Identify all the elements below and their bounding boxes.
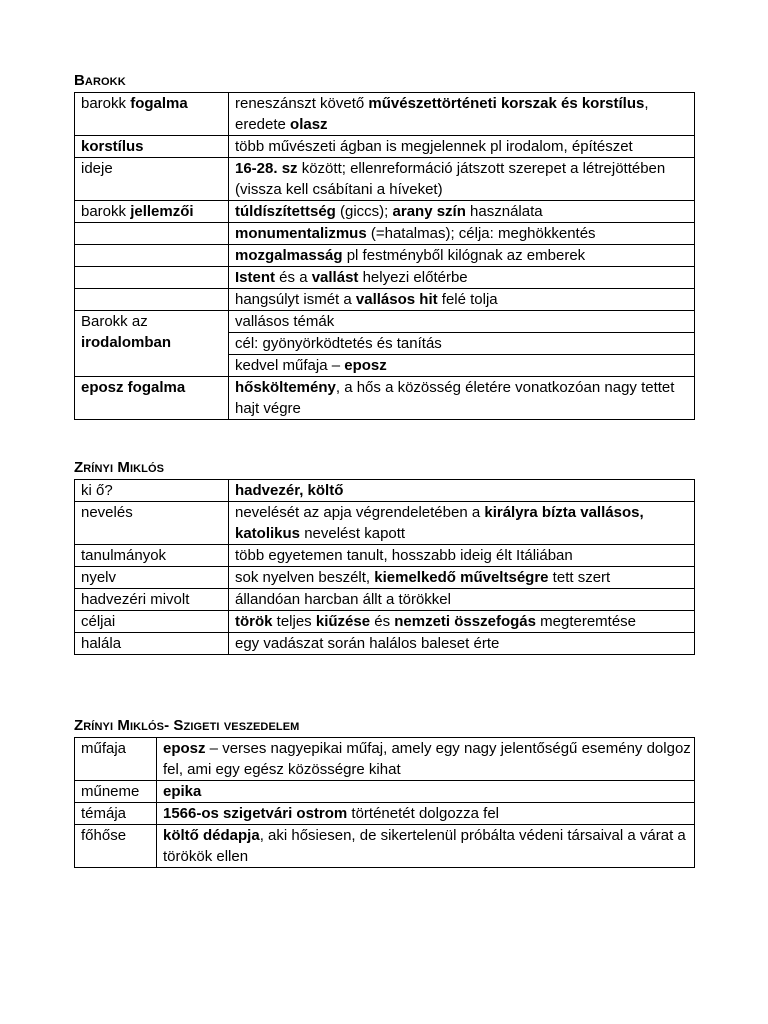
table-row <box>75 567 695 589</box>
bold-text: monumentalizmus <box>235 225 367 242</box>
text-segment: egy vadászat során halálos baleset érte <box>235 635 500 652</box>
section-barokk <box>74 72 695 420</box>
text-segment: kedvel műfaja – <box>235 357 345 374</box>
text-segment: és <box>370 613 395 630</box>
row-content <box>229 93 695 136</box>
row-label <box>75 311 229 377</box>
bold-text: epika <box>163 783 202 800</box>
row-content <box>157 738 695 781</box>
text-segment: témája <box>81 805 127 822</box>
text-segment: használata <box>465 203 543 220</box>
table-row <box>75 738 695 781</box>
row-label <box>75 545 229 567</box>
bold-text: nemzeti összefogás <box>394 613 536 630</box>
text-segment: nevelés <box>81 504 133 521</box>
text-segment: reneszánszt követő <box>235 95 369 112</box>
text-segment: műneme <box>81 783 140 800</box>
bold-text: arany szín <box>392 203 466 220</box>
text-segment: teljes <box>272 613 316 630</box>
row-content <box>229 567 695 589</box>
table-row <box>75 311 695 333</box>
row-label <box>75 502 229 545</box>
row-label <box>75 781 157 803</box>
zrinyi-table <box>74 479 695 655</box>
text-segment: (giccs); <box>335 203 393 220</box>
table-row <box>75 201 695 223</box>
text-segment: nevelését az apja végrendeletében a <box>235 504 485 521</box>
row-content <box>229 201 695 223</box>
table-row <box>75 136 695 158</box>
row-content <box>157 803 695 825</box>
text-segment: nyelv <box>81 569 117 586</box>
text-segment: felé tolja <box>437 291 498 308</box>
text-segment: főhőse <box>81 827 127 844</box>
table-row <box>75 633 695 655</box>
row-content <box>157 825 695 868</box>
table-row <box>75 611 695 633</box>
text-segment: vallásos témák <box>235 313 335 330</box>
row-content <box>229 611 695 633</box>
row-label <box>75 589 229 611</box>
bold-text: túldíszítettség <box>235 203 336 220</box>
table-row <box>75 223 695 245</box>
barokk-table <box>74 92 695 420</box>
row-content <box>229 245 695 267</box>
bold-text: Istent <box>235 269 276 286</box>
row-content <box>229 502 695 545</box>
text-segment: állandóan harcban állt a törökkel <box>235 591 451 608</box>
row-content <box>229 311 695 333</box>
bold-text: kiűzése <box>315 613 371 630</box>
bold-text: hadvezér, költő <box>235 482 344 499</box>
text-segment: több egyetemen tanult, hosszabb ideig élt Itáliában <box>235 547 573 564</box>
text-segment: történetét dolgozza fel <box>347 805 500 822</box>
table-row <box>75 377 695 420</box>
text-segment: hangsúlyt ismét a <box>235 291 356 308</box>
bold-text: 16-28. sz <box>235 160 298 177</box>
table-row <box>75 781 695 803</box>
bold-text: fogalma <box>130 95 188 112</box>
text-segment: megteremtése <box>535 613 637 630</box>
table-row <box>75 589 695 611</box>
row-label <box>75 93 229 136</box>
text-segment: pl festményből kilógnak az emberek <box>342 247 586 264</box>
row-content <box>229 589 695 611</box>
bold-text: olasz <box>290 116 328 133</box>
row-content <box>229 158 695 201</box>
row-label <box>75 223 229 245</box>
bold-text: hősköltemény <box>235 379 336 396</box>
section-heading: Zrínyi Miklós- Szigeti veszedelem <box>74 717 300 734</box>
row-content <box>229 289 695 311</box>
bold-text: eposz <box>344 357 387 374</box>
bold-text: vallást <box>311 269 359 286</box>
text-segment: több művészeti ágban is megjelennek pl irodalom, építészet <box>235 138 633 155</box>
row-content <box>229 136 695 158</box>
table-row <box>75 93 695 136</box>
table-row <box>75 803 695 825</box>
row-label <box>75 377 229 420</box>
bold-text: kiemelkedő műveltségre <box>374 569 549 586</box>
bold-text: mozgalmasság <box>235 247 343 264</box>
table-row <box>75 502 695 545</box>
row-content <box>229 480 695 502</box>
text-segment: , a hős a közösség életére vonatkozóan nagy tettet hajt végre <box>235 379 675 417</box>
row-label <box>75 738 157 781</box>
section-zrinyi <box>74 459 695 655</box>
text-segment: hadvezéri mivolt <box>81 591 190 608</box>
bold-text: 1566-os szigetvári ostrom <box>163 805 348 822</box>
text-segment: tett szert <box>548 569 611 586</box>
table-row <box>75 545 695 567</box>
bold-text: költő dédapja <box>163 827 260 844</box>
text-segment: (=hatalmas); célja: meghökkentés <box>366 225 596 242</box>
row-label <box>75 567 229 589</box>
row-content <box>229 355 695 377</box>
table-row <box>75 267 695 289</box>
text-segment: barokk <box>81 95 131 112</box>
bold-text: jellemzői <box>130 203 194 220</box>
row-content <box>229 377 695 420</box>
section-heading: Barokk <box>74 72 126 89</box>
text-segment: , eredete <box>235 95 649 133</box>
text-segment: helyezi előtérbe <box>358 269 468 286</box>
section-heading: Zrínyi Miklós <box>74 459 165 476</box>
bold-text: irodalomban <box>81 334 172 351</box>
text-segment: céljai <box>81 613 116 630</box>
row-content <box>229 633 695 655</box>
bold-text: eposz <box>163 740 206 757</box>
table-row <box>75 289 695 311</box>
bold-text: török <box>235 613 273 630</box>
text-segment: ki ő? <box>81 482 113 499</box>
bold-text: királyra bízta <box>484 504 577 521</box>
table-row <box>75 245 695 267</box>
text-segment: halála <box>81 635 122 652</box>
text-segment: között; ellenreformáció játszott szerepet a létrejöttében (vissza kell csábítani a híveket) <box>235 160 666 198</box>
text-segment: ideje <box>81 160 113 177</box>
text-segment: Barokk az <box>81 313 148 330</box>
text-segment: , aki hősiesen, de sikertelenül próbálta védeni társaival a várat a törökök ellen <box>163 827 686 865</box>
bold-text: vallásos, katolikus <box>235 504 644 542</box>
table-row <box>75 158 695 201</box>
row-content <box>157 781 695 803</box>
row-content <box>229 333 695 355</box>
row-label <box>75 289 229 311</box>
text-segment: és a <box>275 269 312 286</box>
row-label <box>75 803 157 825</box>
bold-text: művészettörténeti korszak és korstílus <box>368 95 645 112</box>
text-segment: cél: gyönyörködtetés és tanítás <box>235 335 442 352</box>
text-segment: tanulmányok <box>81 547 167 564</box>
bold-text: vallásos hit <box>355 291 438 308</box>
row-label <box>75 633 229 655</box>
text-segment: barokk <box>81 203 131 220</box>
row-label <box>75 245 229 267</box>
bold-text: korstílus <box>81 138 144 155</box>
row-label <box>75 611 229 633</box>
section-szigeti <box>74 717 695 868</box>
row-label <box>75 267 229 289</box>
text-segment: sok nyelven beszélt, <box>235 569 375 586</box>
text-segment: műfaja <box>81 740 127 757</box>
row-label <box>75 480 229 502</box>
text-segment: – verses nagyepikai műfaj, amely egy nagy jelentőségű esemény dolgoz fel, ami egy egész közösségre kihat <box>163 740 691 778</box>
row-label <box>75 136 229 158</box>
text-segment: nevelést kapott <box>300 525 406 542</box>
szigeti-table <box>74 737 695 868</box>
row-content <box>229 267 695 289</box>
row-label <box>75 201 229 223</box>
table-row <box>75 825 695 868</box>
row-label <box>75 158 229 201</box>
table-row <box>75 480 695 502</box>
row-label <box>75 825 157 868</box>
bold-text: eposz fogalma <box>81 379 186 396</box>
row-content <box>229 223 695 245</box>
row-content <box>229 545 695 567</box>
